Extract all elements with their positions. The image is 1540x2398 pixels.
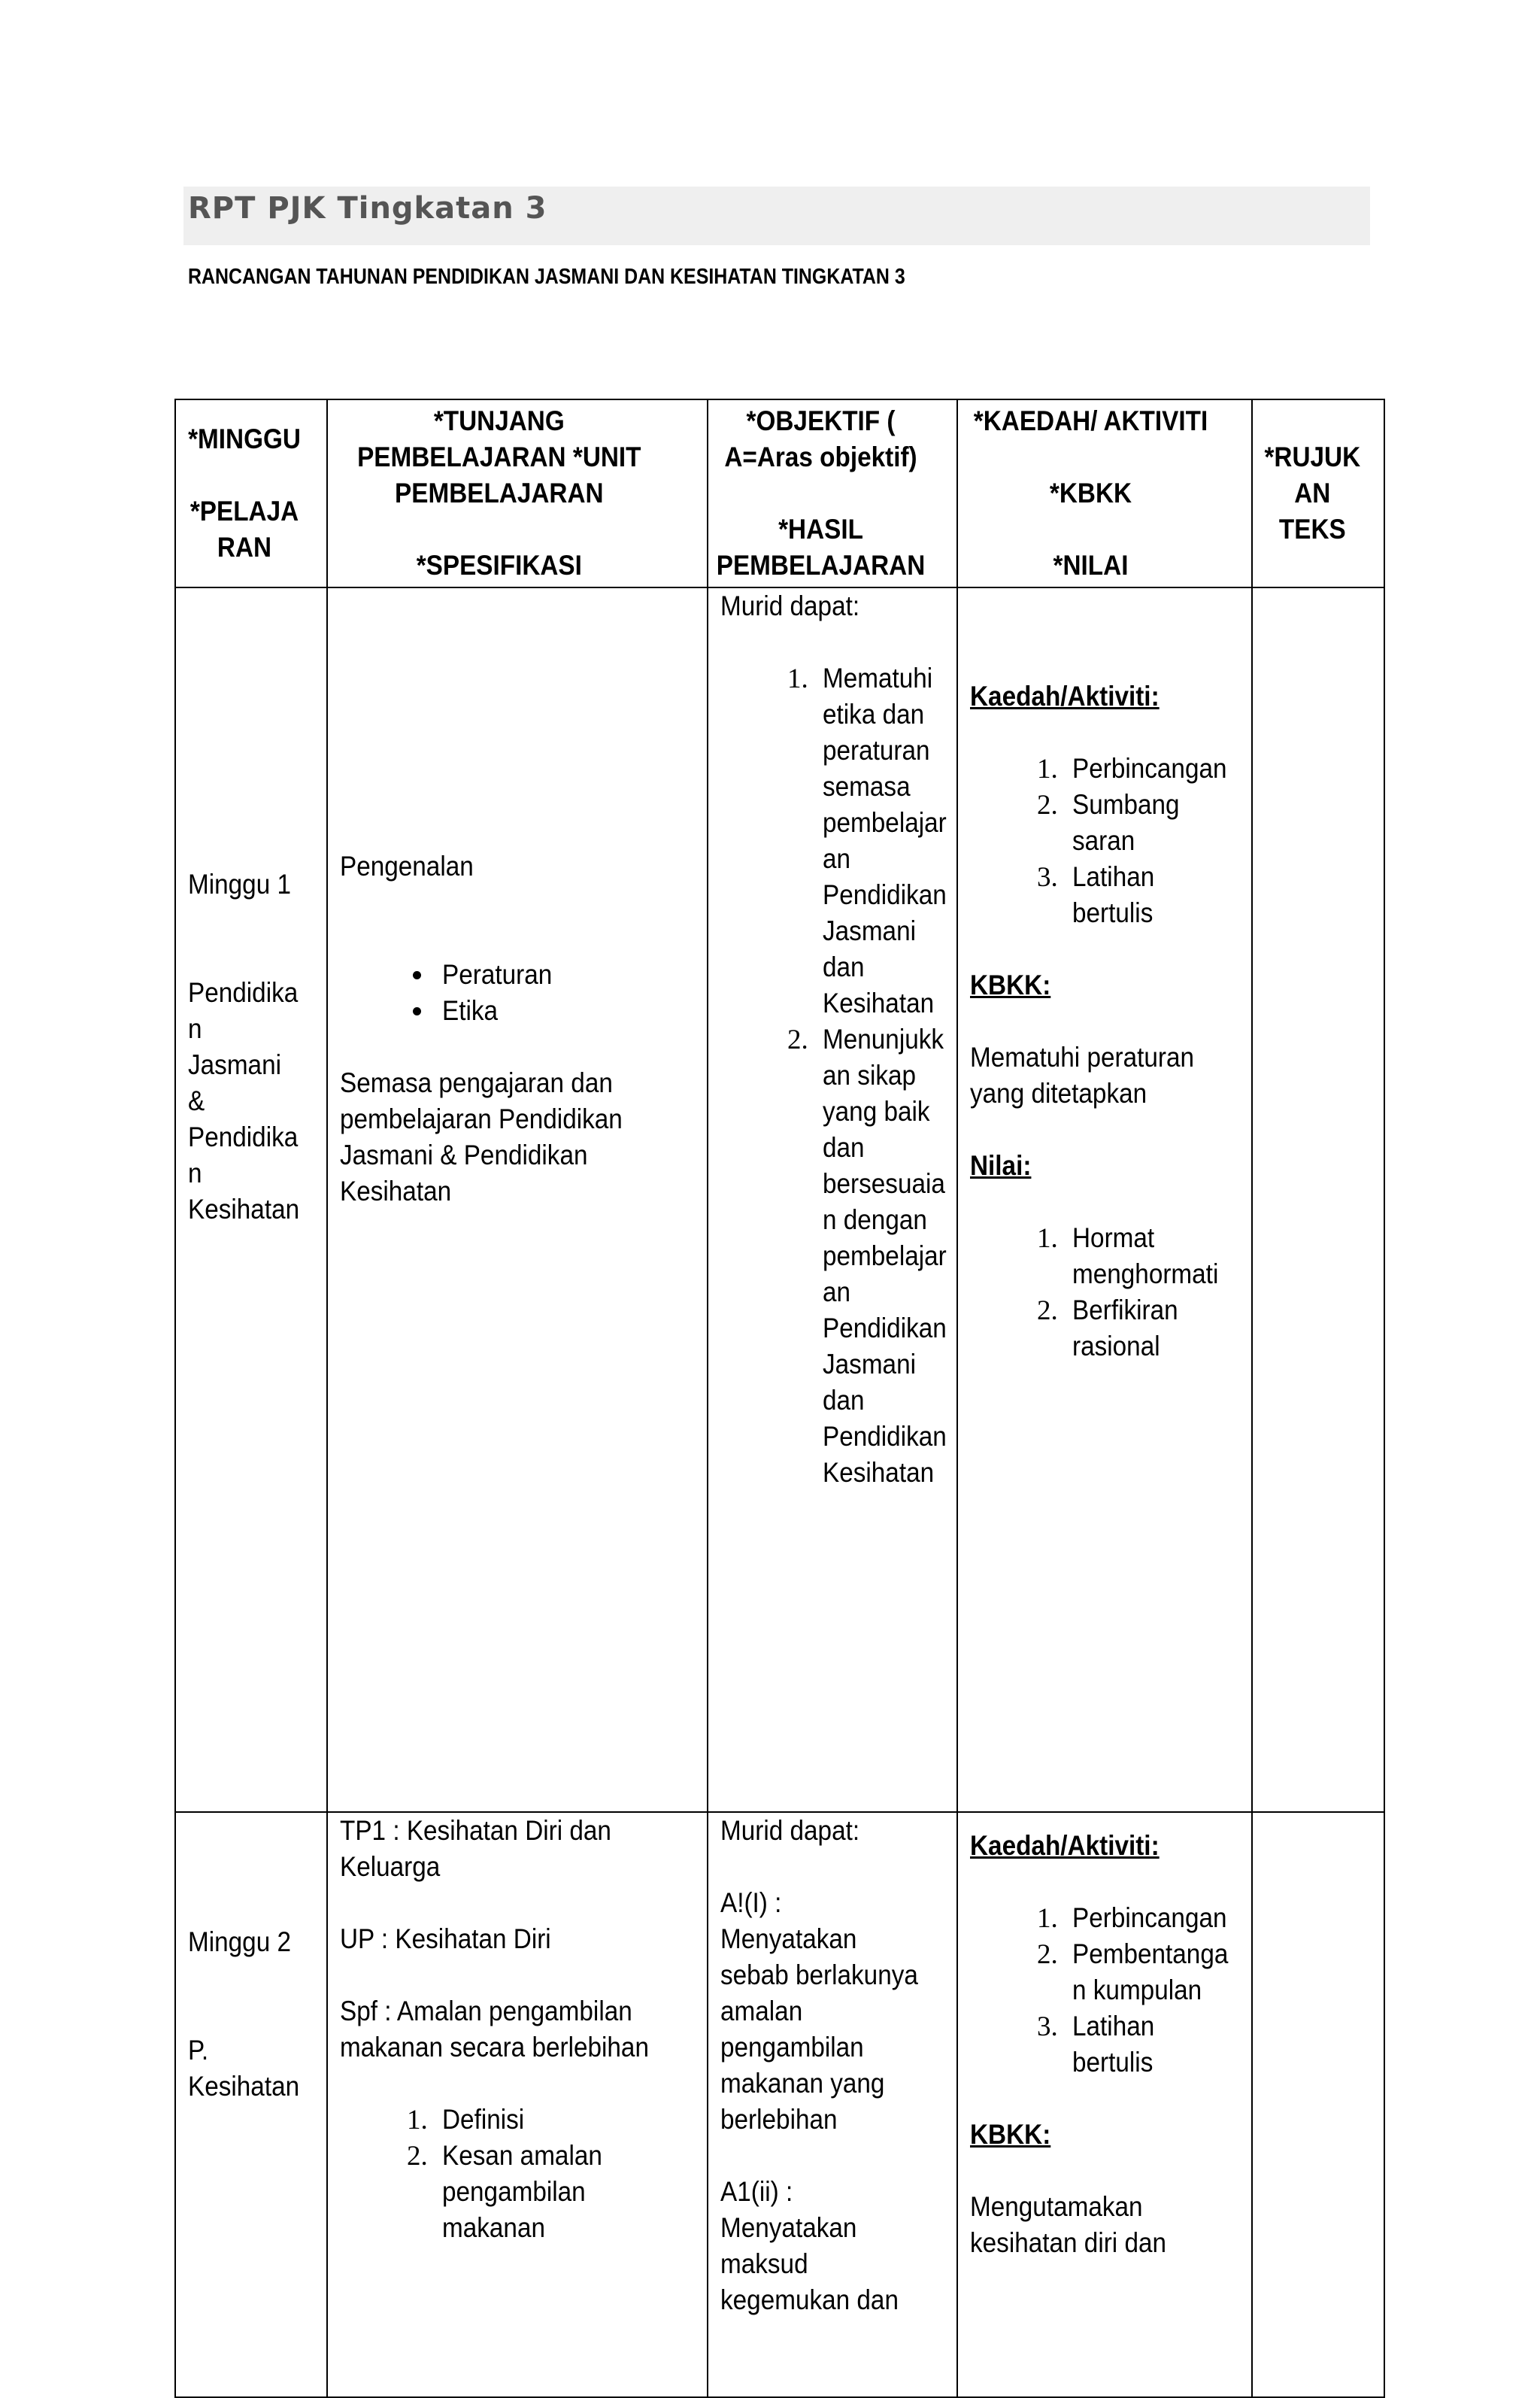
table-row [175, 587, 1384, 1812]
subject-text: Pendidika [188, 977, 299, 1008]
list-item: 1. Definisi [435, 2102, 695, 2138]
list-item: 1. Hormat menghormati [1065, 1220, 1239, 1292]
cell-kaedah [957, 1812, 1252, 2397]
objective-text: maksud [720, 2248, 808, 2279]
header-text: PEMBELAJARAN *UNIT [357, 442, 641, 472]
kaedah-label: Kaedah/Aktiviti: [970, 681, 1160, 712]
header-kaedah [957, 399, 1252, 587]
objective-text: amalan [720, 1996, 803, 2026]
list-item: • Peraturan [435, 957, 695, 993]
objective-text: berlebihan [720, 2104, 838, 2135]
up-text: UP : Kesihatan Diri [340, 1923, 551, 1954]
objective-text: pengambilan [720, 2032, 864, 2063]
tp-text: TP1 : Kesihatan Diri dan [340, 1815, 611, 1846]
cell-kaedah [957, 587, 1252, 1812]
list-item: 2. Menunjukk an sikap yang baik dan bersesuaia n dengan pembelajar an Pendidikan Jasmani dan Pendidikan Kesihatan [815, 1021, 944, 1491]
header-objektif [708, 399, 957, 587]
header-text: A=Aras objektif) [724, 442, 917, 472]
list-item: 3. Latihan bertulis [1065, 859, 1239, 931]
header-text: *TUNJANG [433, 405, 565, 436]
kaedah-list [970, 1900, 1239, 2081]
list-item: 2. Kesan amalan pengambilan makanan [435, 2138, 695, 2246]
header-text: *PELAJA [189, 496, 299, 527]
cell-objektif [708, 587, 957, 1812]
objective-intro: Murid dapat: [720, 1815, 860, 1846]
objective-text: A1(ii) : [720, 2176, 793, 2207]
table-header-row [175, 399, 1384, 587]
list-item: 1. Perbincangan [1065, 751, 1239, 787]
kaedah-list [970, 751, 1239, 931]
header-text: *KAEDAH/ AKTIVITI [973, 405, 1208, 436]
cell-minggu [175, 1812, 327, 2397]
nilai-list [970, 1220, 1239, 1364]
subject-text: n Jasmani [188, 1013, 282, 1080]
specification-list [340, 2102, 695, 2246]
header-text: *NILAI [1053, 550, 1129, 581]
header-text: *OBJEKTIF ( [746, 405, 896, 436]
cell-rujukan [1252, 587, 1384, 1812]
objective-text: Menyatakan [720, 2212, 857, 2243]
header-text: AN [1294, 478, 1331, 508]
note-text: Jasmani & Pendidikan [340, 1140, 588, 1170]
note-text: Semasa pengajaran dan [340, 1067, 613, 1098]
header-minggu [175, 399, 327, 587]
kbkk-label: KBKK: [970, 2119, 1051, 2150]
week-label: Minggu 1 [188, 869, 291, 900]
unit-title: Pengenalan [340, 851, 474, 882]
cell-objektif [708, 1812, 957, 2397]
kbkk-label: KBKK: [970, 970, 1051, 1000]
note-text: Kesihatan [340, 1176, 452, 1207]
kaedah-label: Kaedah/Aktiviti: [970, 1830, 1160, 1861]
subject-text: n [188, 1158, 202, 1188]
header-text: *HASIL [778, 514, 863, 545]
kbkk-text: Mengutamakan [970, 2191, 1143, 2222]
subject-text: Kesihatan [188, 2071, 300, 2102]
table-row [175, 1812, 1384, 2397]
header-text: PEMBELAJARAN [716, 550, 926, 581]
cell-rujukan [1252, 1812, 1384, 2397]
subject-text: & [188, 1085, 205, 1116]
objective-text: A!(I) : Menyatakan [720, 1887, 857, 1954]
kbkk-text: yang ditetapkan [970, 1078, 1147, 1109]
spf-text: Spf : Amalan pengambilan [340, 1996, 632, 2026]
specification-list [340, 957, 695, 1029]
header-text: PEMBELAJARAN [395, 478, 604, 508]
header-text: *RUJUK [1264, 442, 1361, 472]
header-text: RAN [217, 532, 272, 563]
kbkk-text: kesihatan diri dan [970, 2227, 1167, 2258]
list-item: 3. Latihan bertulis [1065, 2008, 1239, 2081]
subject-text: P. [188, 2035, 209, 2066]
title-bar [183, 187, 1370, 245]
document-subtitle: RANCANGAN TAHUNAN PENDIDIKAN JASMANI DAN KESIHATAN TINGKATAN 3 [188, 265, 905, 289]
list-item: 1. Mematuhi etika dan peraturan semasa pembelajar an Pendidikan Jasmani dan Kesihatan [815, 660, 944, 1021]
header-tunjang [327, 399, 708, 587]
subject-text: Pendidika [188, 1122, 299, 1152]
tp-text: Keluarga [340, 1851, 441, 1882]
rpt-table [174, 399, 1385, 2398]
objective-intro: Murid dapat: [720, 590, 860, 621]
header-text: *SPESIFIKASI [416, 550, 582, 581]
kbkk-text: Mematuhi peraturan [970, 1042, 1195, 1073]
list-item: 2. Berfikiran rasional [1065, 1292, 1239, 1364]
cell-tunjang [327, 587, 708, 1812]
note-text: pembelajaran Pendidikan [340, 1103, 623, 1134]
week-label: Minggu 2 [188, 1926, 291, 1957]
header-rujukan [1252, 399, 1384, 587]
objective-list [720, 660, 947, 1491]
subject-text: Kesihatan [188, 1194, 300, 1225]
list-item: 2. Pembentanga n kumpulan [1065, 1936, 1239, 2008]
list-item: 2. Sumbang saran [1065, 787, 1239, 859]
cell-tunjang [327, 1812, 708, 2397]
header-text: *KBKK [1049, 478, 1132, 508]
list-item: • Etika [435, 993, 695, 1029]
header-text: *MINGGU [188, 423, 301, 454]
nilai-label: Nilai: [970, 1150, 1032, 1181]
objective-text: makanan yang [720, 2068, 885, 2099]
list-item: 1. Perbincangan [1065, 1900, 1239, 1936]
cell-minggu [175, 587, 327, 1812]
page-title: RPT PJK Tingkatan 3 [188, 191, 547, 226]
header-text: TEKS [1278, 514, 1346, 545]
spf-text: makanan secara berlebihan [340, 2032, 649, 2063]
objective-text: kegemukan dan [720, 2284, 899, 2315]
objective-text: sebab berlakunya [720, 1959, 918, 1990]
